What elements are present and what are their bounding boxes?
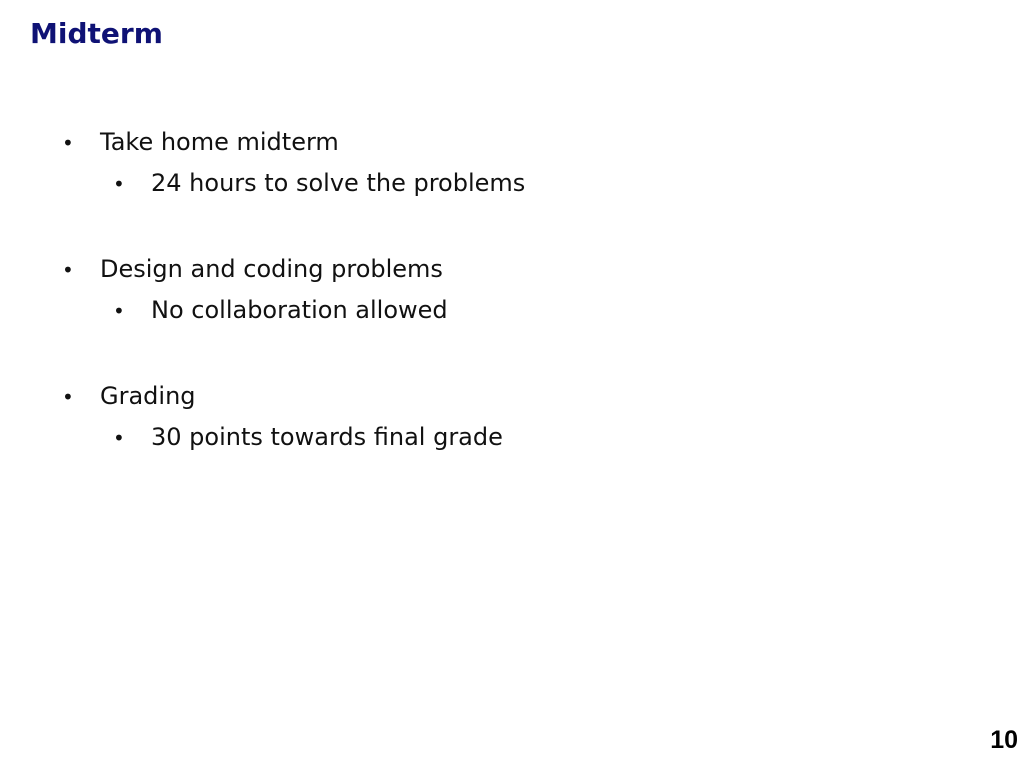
bullet-marker: • <box>62 258 74 282</box>
bullet-item <box>60 124 960 160</box>
bullet-marker: • <box>113 426 125 450</box>
sub-bullet-item <box>60 419 960 455</box>
bullet-marker: • <box>62 131 74 155</box>
bullet-text: Take home midterm <box>100 128 339 156</box>
bullet-item <box>60 378 960 414</box>
sub-bullet-text: No collaboration allowed <box>151 296 448 324</box>
bullet-marker: • <box>113 299 125 323</box>
sub-bullet-text: 24 hours to solve the problems <box>151 169 526 197</box>
bullet-marker: • <box>113 172 125 196</box>
slide-title: Midterm <box>30 17 163 50</box>
sub-bullet-item <box>60 292 960 328</box>
bullet-text: Grading <box>100 382 196 410</box>
bullet-item <box>60 251 960 287</box>
sub-bullet-text: 30 points towards final grade <box>151 423 503 451</box>
bullet-group <box>60 378 960 455</box>
bullet-group <box>60 124 960 201</box>
page-number: 10 <box>990 726 1018 754</box>
bullet-marker: • <box>62 385 74 409</box>
bullet-text: Design and coding problems <box>100 255 443 283</box>
sub-bullet-item <box>60 165 960 201</box>
bullet-list <box>60 124 960 505</box>
bullet-group <box>60 251 960 328</box>
